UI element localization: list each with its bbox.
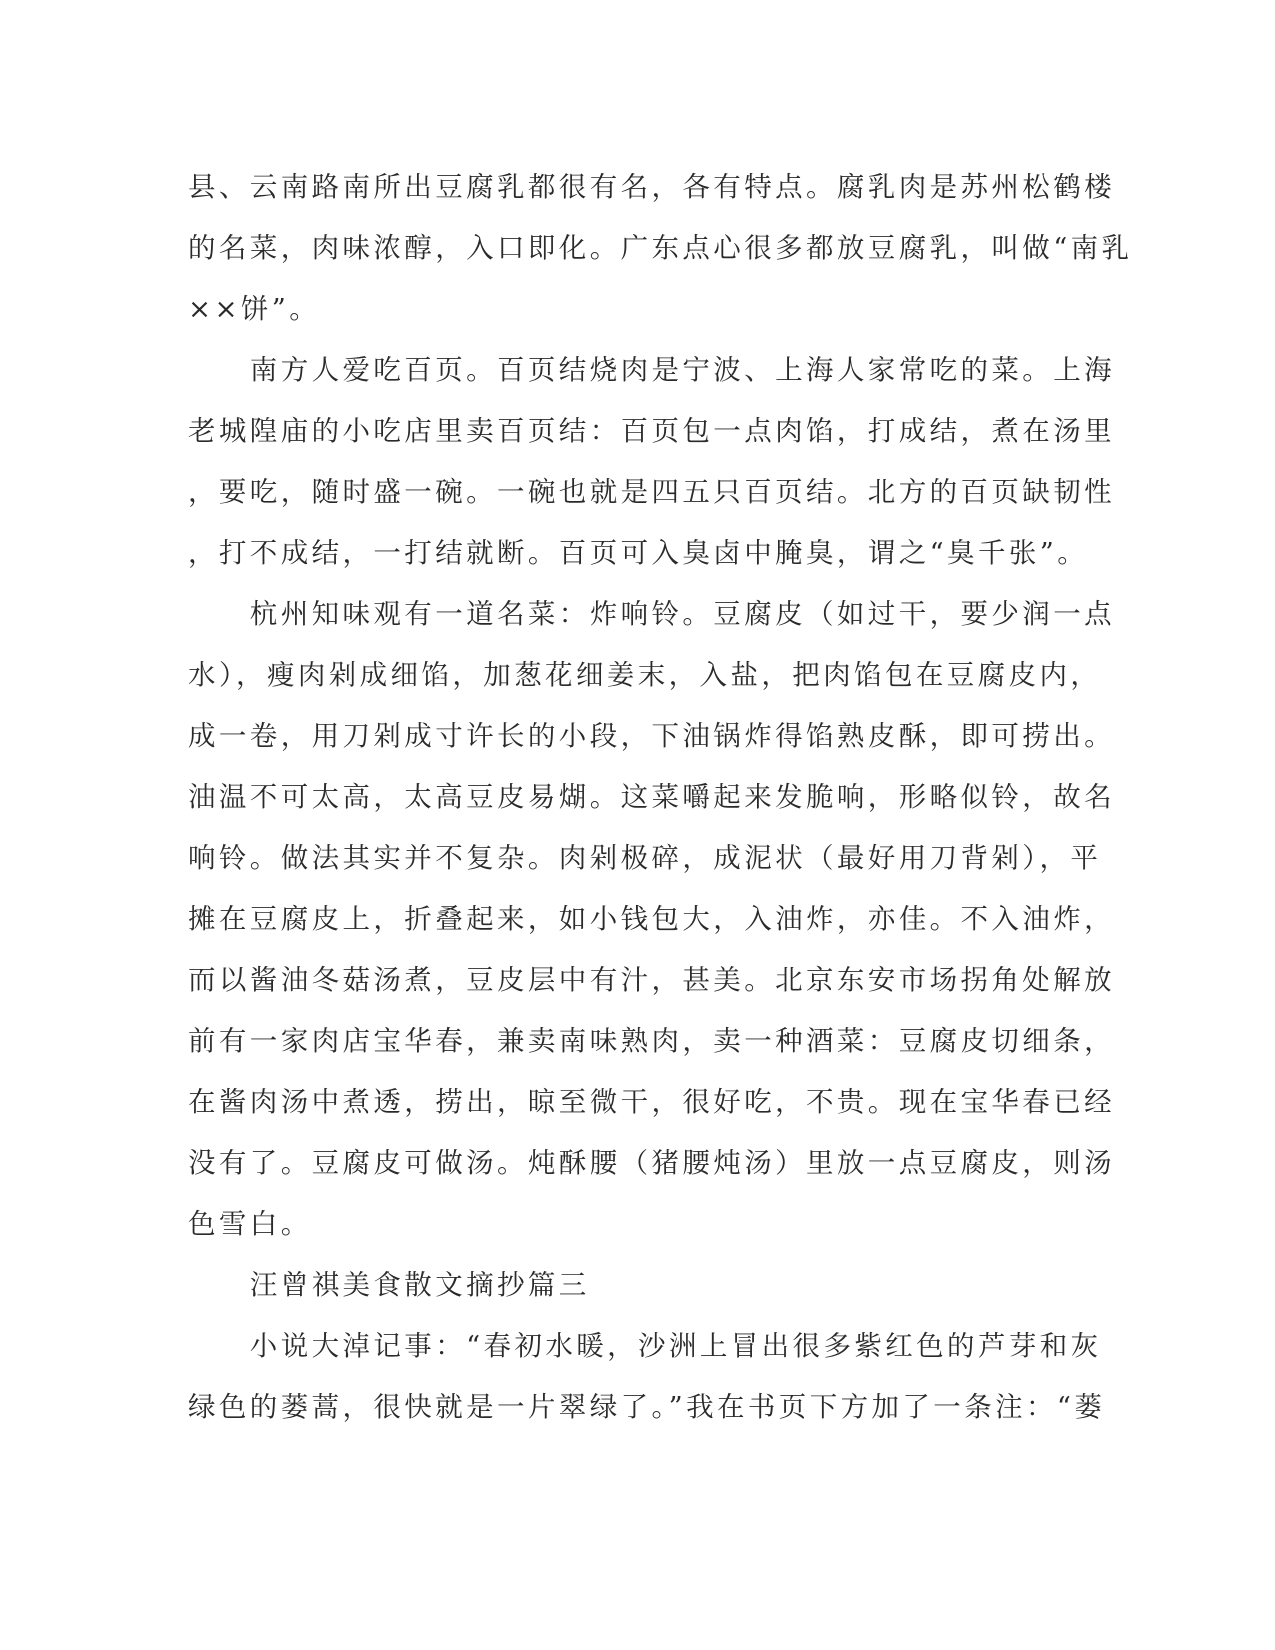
text-line: 绿色的蒌蒿，很快就是一片翠绿了。”我在书页下方加了一条注：“蒌	[188, 1391, 1106, 1423]
text-line: 在酱肉汤中煮透，捞出，晾至微干，很好吃，不贵。现在宝华春已经	[188, 1086, 1115, 1118]
text-line: 县、云南路南所出豆腐乳都很有名，各有特点。腐乳肉是苏州松鹤楼	[188, 171, 1115, 203]
text-line: ，要吃，随时盛一碗。一碗也就是四五只百页结。北方的百页缺韧性	[188, 476, 1115, 508]
text-line: ，打不成结，一打结就断。百页可入臭卤中腌臭，谓之“臭千张”。	[188, 537, 1089, 569]
text-line: 南方人爱吃百页。百页结烧肉是宁波、上海人家常吃的菜。上海	[188, 354, 1115, 386]
text-line: 成一卷，用刀剁成寸许长的小段，下油锅炸得馅熟皮酥，即可捞出。	[188, 720, 1115, 752]
body-text	[188, 157, 1133, 1438]
text-line: 摊在豆腐皮上，折叠起来，如小钱包大，入油炸，亦佳。不入油炸，	[188, 903, 1115, 935]
text-line: 色雪白。	[188, 1208, 312, 1240]
text-line: 的名菜，肉味浓醇，入口即化。广东点心很多都放豆腐乳，叫做“南乳	[188, 232, 1133, 264]
text-line: 油温不可太高，太高豆皮易煳。这菜嚼起来发脆响，形略似铃，故名	[188, 781, 1115, 813]
text-line: 老城隍庙的小吃店里卖百页结：百页包一点肉馅，打成结，煮在汤里	[188, 415, 1115, 447]
section-heading: 汪曾祺美食散文摘抄篇三	[188, 1269, 590, 1301]
text-line: 前有一家肉店宝华春，兼卖南味熟肉，卖一种酒菜：豆腐皮切细条，	[188, 1025, 1115, 1057]
text-line: 响铃。做法其实并不复杂。肉剁极碎，成泥状（最好用刀背剁），平	[188, 842, 1102, 874]
text-line: 水），瘦肉剁成细馅，加葱花细姜末，入盐，把肉馅包在豆腐皮内，	[188, 659, 1102, 691]
text-line: 杭州知味观有一道名菜：炸响铃。豆腐皮（如过干，要少润一点	[188, 598, 1115, 630]
text-line: 没有了。豆腐皮可做汤。炖酥腰（猪腰炖汤）里放一点豆腐皮，则汤	[188, 1147, 1115, 1179]
text-line: 小说大淖记事：“春初水暖，沙洲上冒出很多紫红色的芦芽和灰	[188, 1330, 1102, 1362]
text-line: 而以酱油冬菇汤煮，豆皮层中有汁，甚美。北京东安市场拐角处解放	[188, 964, 1115, 996]
text-line: ××饼”。	[188, 293, 321, 325]
